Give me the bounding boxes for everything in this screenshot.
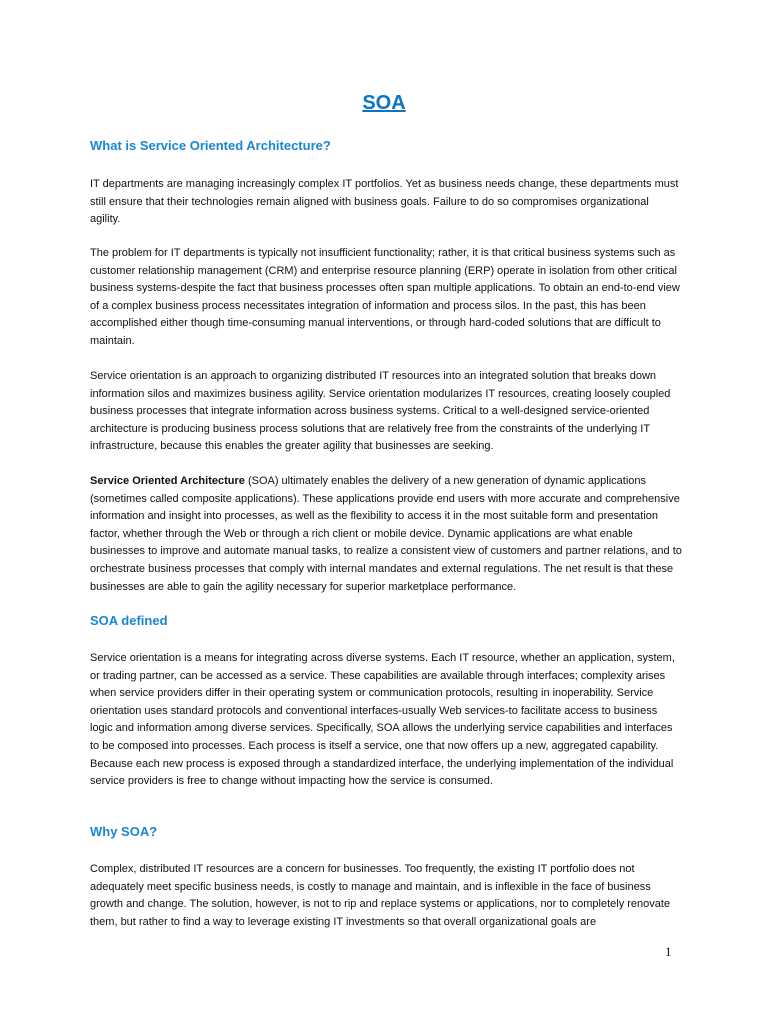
section-heading-what-is-soa: What is Service Oriented Architecture?	[90, 138, 331, 153]
bold-term-soa: Service Oriented Architecture	[90, 475, 245, 487]
paragraph-why-soa: Complex, distributed IT resources are a concern for businesses. Too frequently, the existing IT portfolio does not adequately meet specific business needs, is costly to manage and maintain, and is inflexible in the face of business growth and change. The solution, however, is not to rip and replace systems or applications, nor to completely renovate them, but rather to find a way to leverage existing IT investments so that overall organizational goals are	[90, 863, 671, 928]
paragraph-soa-enables-text: (SOA) ultimately enables the delivery of a new generation of dynamic applications (sometimes called composite applications). These applications provide end users with more accurate and comprehensive information and insight into processes, as well as the flexibility to access it in the most suitable form and presentation factor, whether through the Web or through a rich client or mobile device. Dynamic applications are what enable businesses to improve and automate manual tasks, to realize a consistent view of customers and partner relations, and to orchestrate business processes that comply with internal mandates and external regulations. The net result is that these businesses are able to gain the agility necessary for superior marketplace performance.	[90, 475, 682, 593]
paragraph-it-portfolios: IT departments are managing increasingly complex IT portfolios. Yet as business needs change, these departments must still ensure that their technologies remain aligned with business goals. Failure to do so compromises organizational agility.	[90, 178, 679, 226]
paragraph-soa-enables	[90, 473, 682, 596]
section-heading-soa-defined: SOA defined	[90, 613, 168, 628]
page-title: SOA	[362, 92, 406, 114]
paragraph-service-orientation: Service orientation is an approach to organizing distributed IT resources into an integrated solution that breaks down information silos and maximizes business agility. Service orientation modularizes IT resources, creating loosely coupled business processes that integrate information across business systems. Critical to a well-designed service-oriented architecture is producing business process solutions that are relatively free from the constraints of the underlying IT infrastructure, because this enables the greater agility that businesses are seeking.	[90, 370, 671, 453]
page-number: 1	[665, 944, 672, 959]
section-heading-why-soa: Why SOA?	[90, 824, 158, 839]
paragraph-soa-definition: Service orientation is a means for integrating across diverse systems. Each IT resource, whether an application, system, or trading partner, can be accessed as a service. These capabilities are available through interfaces; complexity arises when service providers differ in their operating system or communication protocols, resulting in inoperability. Service orientation uses standard protocols and conventional interfaces-usually Web services-to facilitate access to business logic and information among diverse services. Specifically, SOA allows the underlying service capabilities and interfaces to be composed into processes. Each process is itself a service, one that now offers up a new, aggregated capability. Because each new process is exposed through a standardized interface, the underlying implementation of the individual service providers is free to change without impacting how the service is consumed.	[90, 652, 675, 788]
paragraph-problem-statement: The problem for IT departments is typically not insufficient functionality; rather, it is that critical business systems such as customer relationship management (CRM) and enterprise resource planning (ERP) operate in isolation from other critical business systems-despite the fact that business processes often span multiple applications. To obtain an end-to-end view of a complex business process necessitates integration of information and process silos. In the past, this has been accomplished either though time-consuming manual interventions, or through hard-coded solutions that are difficult to maintain.	[90, 247, 680, 347]
